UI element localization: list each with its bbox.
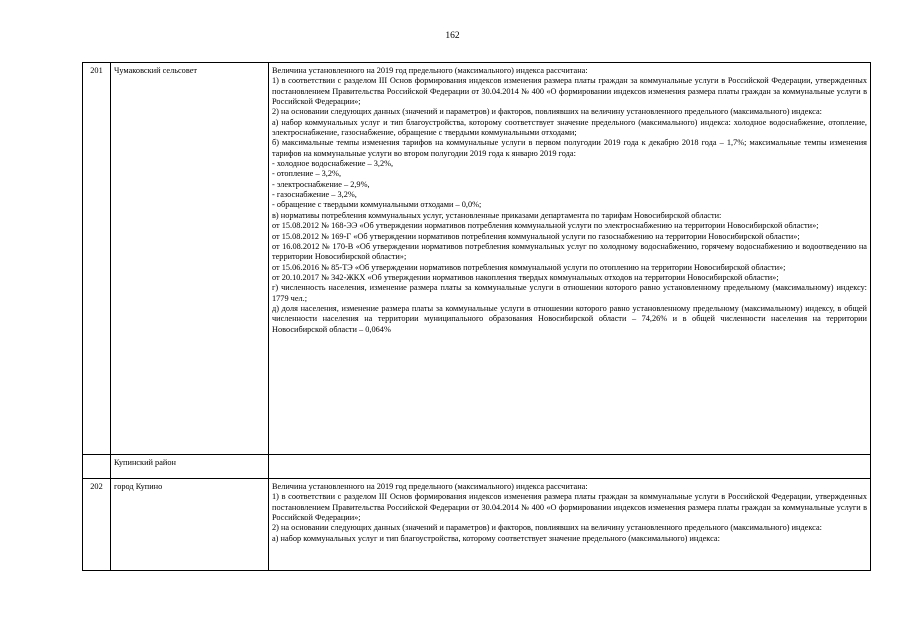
description-paragraph: от 15.06.2016 № 85-ТЭ «Об утверждении нормативов потребления коммунальной услуги по отоплению на территории Новосибирской области»; xyxy=(272,262,786,272)
description-paragraph: Величина установленного на 2019 год предельного (максимального) индекса рассчитана: xyxy=(272,482,588,491)
description-paragraph: Величина установленного на 2019 год предельного (максимального) индекса рассчитана: xyxy=(272,66,588,75)
row-number-cell: 202 xyxy=(83,479,111,571)
description-cell xyxy=(269,455,871,479)
description-paragraph: - газоснабжение – 3,2%, xyxy=(272,190,357,200)
table-row xyxy=(83,455,871,479)
description-cell xyxy=(269,479,871,571)
description-paragraph: г) численность населения, изменение размера платы за коммунальные услуги в отношении которого равно установленному предельному (максимальному) индексу: 1779 чел.; xyxy=(272,283,867,303)
municipality-name-cell: Чумаковский сельсовет xyxy=(111,63,269,455)
description-paragraph: от 15.08.2012 № 169-Г «Об утверждении нормативов потребления коммунальной услуги по газоснабжению на территории Новосибирской области»; xyxy=(272,231,800,241)
municipality-name-cell: город Купино xyxy=(111,479,269,571)
description-paragraph: от 16.08.2012 № 170-В «Об утверждении нормативов потребления коммунальных услуг по холодному водоснабжению, горячему водоснабжению и водоотведению на территории Новосибирской области»; xyxy=(272,241,867,262)
district-name-cell: Купинский район xyxy=(111,455,269,479)
row-number-cell: 201 xyxy=(83,63,111,455)
description-paragraph: от 20.10.2017 № 342-ЖКХ «Об утверждении нормативов накопления твердых коммунальных отходов на территории Новосибирской области»; xyxy=(272,272,779,282)
description-paragraph: - отопление – 3,2%, xyxy=(272,169,342,179)
description-paragraph: 1) в соответствии с разделом III Основ формирования индексов изменения размера платы граждан за коммунальные услуги в Российской Федерации, утвержденных постановлением Правительства Российской Федерации от 30.04.2014 № 400 «О формировании индексов изменения размера платы граждан за коммунальные услуги в Российской Федерации»; xyxy=(272,492,867,523)
description-paragraph: от 15.08.2012 № 168-ЭЭ «Об утверждении нормативов потребления коммунальной услуги по электроснабжению на территории Новосибирской области»; xyxy=(272,221,819,231)
description-paragraph: а) набор коммунальных услуг и тип благоустройства, которому соответствует значение предельного (максимального) индекса: холодное водоснабжение, отопление, электроснабжение, газоснабжение, обращение с твердыми коммунальными отходами; xyxy=(272,117,867,138)
description-paragraph: б) максимальные темпы изменения тарифов на коммунальные услуги в первом полугодии 2019 года к декабрю 2018 года – 1,7%; максимальные темпы изменения тарифов на коммунальные услуги во втором полугодии 2019 года к январю 2019 года: xyxy=(272,138,867,158)
page-number: 162 xyxy=(445,31,460,41)
description-paragraph: в) нормативы потребления коммунальных услуг, установленные приказами департамента по тарифам Новосибирской области: xyxy=(272,210,722,220)
index-table xyxy=(82,62,871,571)
table-row xyxy=(83,63,871,455)
description-paragraph: - холодное водоснабжение – 3,2%, xyxy=(272,159,394,169)
row-number-cell xyxy=(83,455,111,479)
description-paragraph: - электроснабжение – 2,9%, xyxy=(272,179,370,189)
description-paragraph: 2) на основании следующих данных (значений и параметров) и факторов, повлиявших на величину установленного предельного (максимального) индекса: xyxy=(272,107,822,117)
description-paragraph: д) доля населения, изменение размера платы за коммунальные услуги в отношении которого равно установленному предельному (максимальному) индексу, в общей численности населения на территории муниципального образования Новосибирской области – 74,26% и в общей численности населения на территории Новосибирской области – 0,064% xyxy=(272,303,867,334)
description-paragraph: 2) на основании следующих данных (значений и параметров) и факторов, повлиявших на величину установленного предельного (максимального) индекса: xyxy=(272,523,822,533)
table-row xyxy=(83,479,871,571)
description-paragraph: - обращение с твердыми коммунальными отходами – 0,0%; xyxy=(272,200,482,210)
description-paragraph: 1) в соответствии с разделом III Основ формирования индексов изменения размера платы граждан за коммунальные услуги в Российской Федерации, утвержденных постановлением Правительства Российской Федерации от 30.04.2014 № 400 «О формировании индексов изменения размера платы граждан за коммунальные услуги в Российской Федерации»; xyxy=(272,76,867,107)
description-paragraph: а) набор коммунальных услуг и тип благоустройства, которому соответствует значение предельного (максимального) индекса: xyxy=(272,533,720,543)
description-cell xyxy=(269,63,871,455)
description-clip xyxy=(272,482,867,544)
